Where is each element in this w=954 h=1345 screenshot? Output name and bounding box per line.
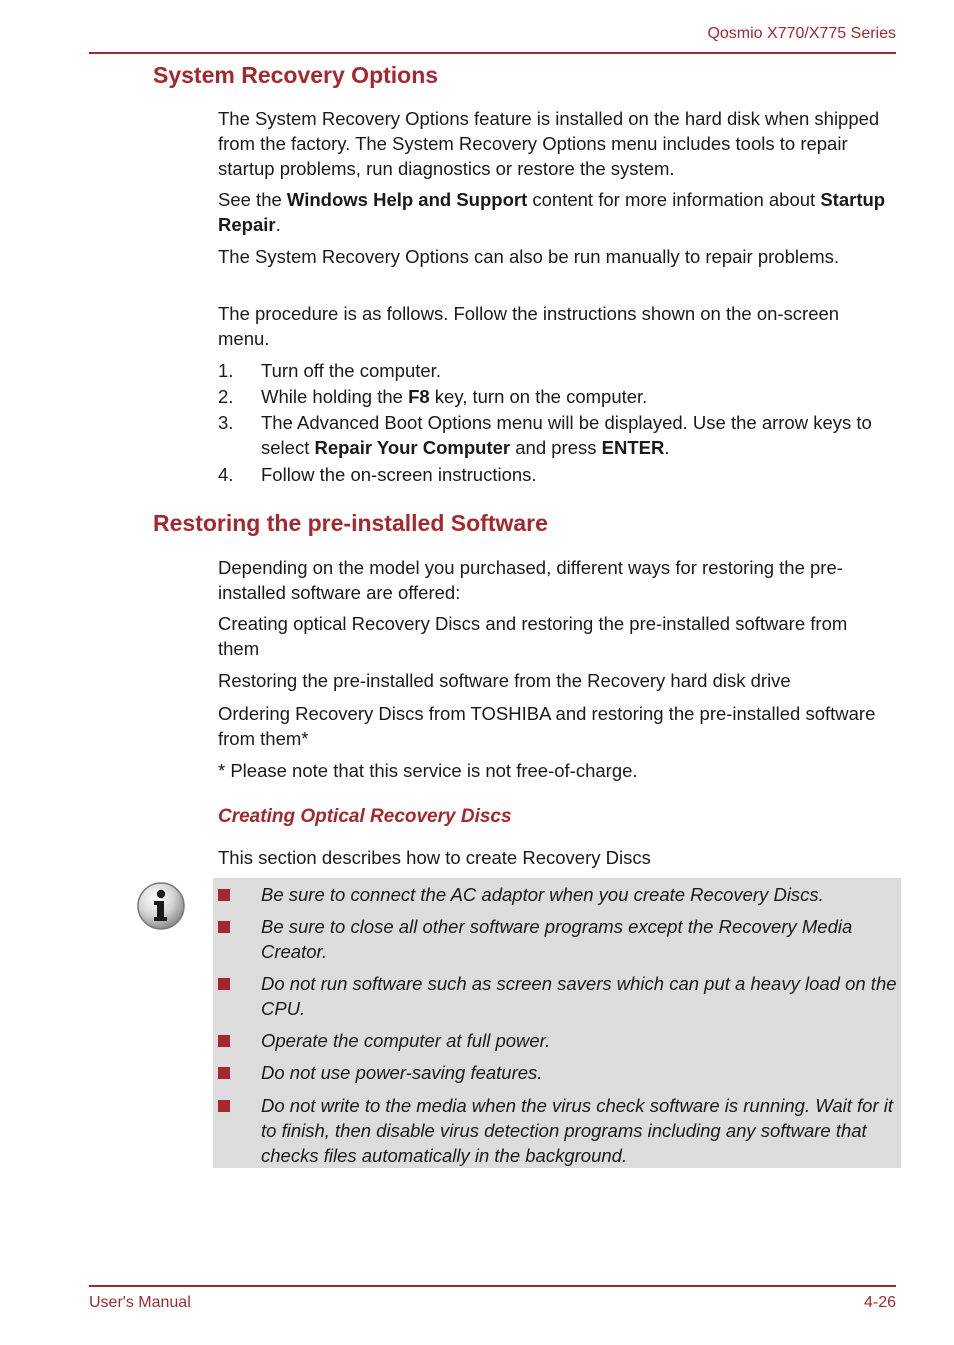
footer-manual-title: User's Manual (89, 1294, 191, 1311)
info-icon (136, 881, 186, 931)
section-heading-system-recovery: System Recovery Options (153, 62, 439, 88)
list-item (218, 358, 888, 383)
paragraph: * Please note that this service is not free-of-charge. (218, 760, 638, 781)
bullet-icon (218, 1035, 230, 1047)
list-number: 2. (218, 386, 234, 407)
bullet-icon (218, 921, 230, 933)
list-text: Follow the on-screen instructions. (261, 464, 537, 485)
bullet-icon (218, 889, 230, 901)
paragraph: Depending on the model you purchased, different ways for restoring the pre-installed software are offered: (218, 557, 843, 603)
list-number: 4. (218, 464, 234, 485)
section-heading-restoring-software: Restoring the pre-installed Software (153, 510, 548, 536)
paragraph: See the Windows Help and Support content for more information about Startup Repair. (218, 189, 886, 235)
paragraph: The procedure is as follows. Follow the instructions shown on the on-screen menu. (218, 303, 840, 349)
list-text: The Advanced Boot Options menu will be displayed. Use the arrow keys to select Repair Your Computer and press ENTER. (261, 412, 872, 458)
bullet-icon (218, 1067, 230, 1079)
paragraph: The System Recovery Options can also be run manually to repair problems. (218, 246, 840, 267)
note-item: Operate the computer at full power. (218, 1028, 900, 1053)
paragraph: Restoring the pre-installed software from the Recovery hard disk drive (218, 670, 791, 691)
list-item (218, 410, 888, 460)
page-number: 4-26 (863, 1294, 896, 1311)
note-item: Do not write to the media when the virus check software is running. Wait for it to finish, then disable virus detection programs including any software that checks files automatically in the background. (218, 1093, 900, 1168)
list-number: 3. (218, 412, 234, 433)
paragraph: This section describes how to create Recovery Discs (218, 847, 651, 868)
header-title: Qosmio X770/X775 Series (707, 25, 896, 42)
paragraph: Creating optical Recovery Discs and restoring the pre-installed software from them (218, 613, 848, 659)
list-number: 1. (218, 360, 234, 381)
list-text: Turn off the computer. (261, 360, 441, 381)
note-item: Do not use power-saving features. (218, 1060, 900, 1085)
list-item (218, 384, 888, 409)
list-item (218, 462, 888, 487)
paragraph: Ordering Recovery Discs from TOSHIBA and restoring the pre-installed software from them* (218, 703, 876, 749)
footer-rule (89, 1285, 896, 1287)
bullet-icon (218, 1100, 230, 1112)
list-text: While holding the F8 key, turn on the computer. (261, 386, 648, 407)
note-item: Do not run software such as screen savers which can put a heavy load on the CPU. (218, 971, 900, 1021)
note-item: Be sure to connect the AC adaptor when you create Recovery Discs. (218, 882, 900, 907)
note-item: Be sure to close all other software programs except the Recovery Media Creator. (218, 914, 900, 964)
header-rule (89, 52, 896, 54)
bullet-icon (218, 978, 230, 990)
subsection-heading-creating-discs: Creating Optical Recovery Discs (218, 806, 512, 827)
paragraph: The System Recovery Options feature is installed on the hard disk when shipped from the factory. The System Recovery Options menu includes tools to repair startup problems, run diagnostics or restore the system. (218, 108, 880, 179)
